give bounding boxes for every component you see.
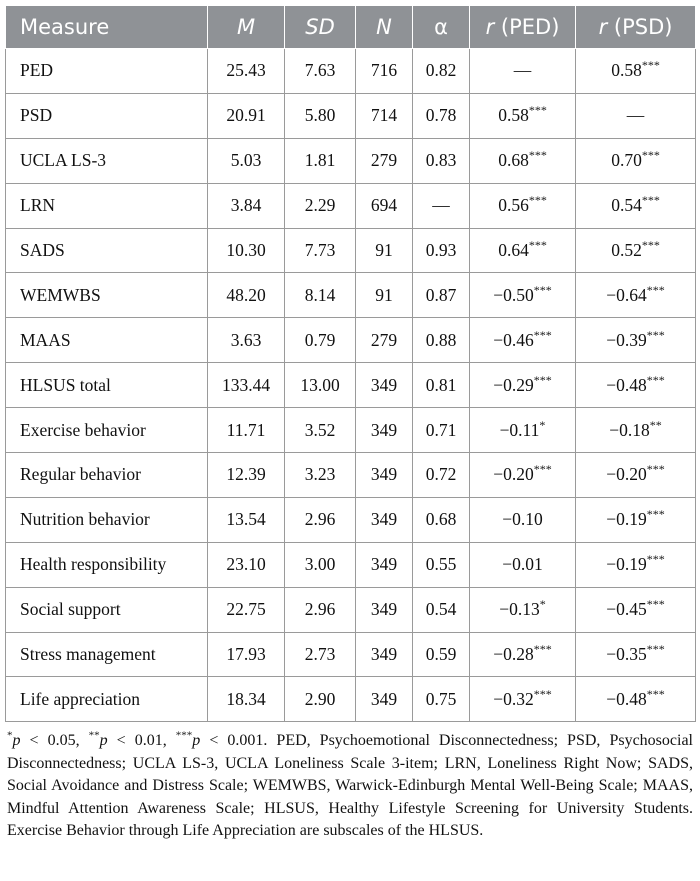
cell-r-psd-value: −0.45 [606, 599, 647, 620]
cell-mean: 48.20 [208, 273, 285, 318]
cell-n: 349 [356, 632, 413, 677]
cell-r-ped-value: −0.50 [493, 284, 534, 305]
cell-mean: 25.43 [208, 49, 285, 94]
cell-alpha: 0.88 [413, 318, 470, 363]
cell-measure: Exercise behavior [6, 408, 208, 453]
cell-mean: 133.44 [208, 363, 285, 408]
cell-r-psd [576, 497, 696, 542]
cell-sd: 8.14 [285, 273, 356, 318]
header-n [356, 6, 413, 49]
significance-marker: *** [533, 462, 552, 477]
cell-r-psd [576, 453, 696, 498]
cell-mean: 11.71 [208, 408, 285, 453]
cell-r-ped [470, 587, 576, 632]
significance-marker: *** [646, 687, 665, 702]
table-row [6, 49, 696, 94]
cell-r-psd-value: 0.54 [611, 195, 642, 216]
header-r-psd-r: r [598, 15, 608, 39]
footnote-threshold-2: < 0.01, [107, 732, 176, 750]
cell-measure: HLSUS total [6, 363, 208, 408]
table-row [6, 542, 696, 587]
cell-r-psd [576, 138, 696, 183]
cell-r-psd-value: −0.64 [606, 284, 647, 305]
cell-r-psd [576, 228, 696, 273]
significance-marker: *** [533, 372, 552, 387]
cell-n: 349 [356, 677, 413, 722]
table-container [5, 5, 695, 843]
header-r-psd [576, 6, 696, 49]
cell-sd: 2.96 [285, 587, 356, 632]
header-sd-label: SD [305, 15, 335, 39]
cell-sd: 3.52 [285, 408, 356, 453]
significance-marker: *** [641, 238, 660, 253]
cell-r-psd-value: −0.19 [606, 554, 647, 575]
cell-measure: MAAS [6, 318, 208, 363]
table-header [6, 6, 696, 49]
cell-mean: 3.84 [208, 183, 285, 228]
significance-marker: *** [646, 283, 665, 298]
cell-r-ped [470, 93, 576, 138]
cell-mean: 17.93 [208, 632, 285, 677]
cell-alpha: 0.93 [413, 228, 470, 273]
cell-alpha: 0.82 [413, 49, 470, 94]
cell-r-ped-value: −0.28 [493, 644, 534, 665]
significance-marker: *** [646, 327, 665, 342]
table-row [6, 318, 696, 363]
cell-n: 714 [356, 93, 413, 138]
cell-n: 279 [356, 318, 413, 363]
cell-r-ped-value: 0.64 [498, 240, 529, 260]
cell-sd: 7.63 [285, 49, 356, 94]
cell-r-ped-value: −0.13 [499, 599, 540, 620]
table-row [6, 632, 696, 677]
cell-n: 91 [356, 228, 413, 273]
cell-sd: 2.29 [285, 183, 356, 228]
cell-n: 91 [356, 273, 413, 318]
table-row [6, 497, 696, 542]
cell-mean: 5.03 [208, 138, 285, 183]
cell-measure: Life appreciation [6, 677, 208, 722]
cell-mean: 22.75 [208, 587, 285, 632]
cell-mean: 20.91 [208, 93, 285, 138]
table-row [6, 677, 696, 722]
significance-marker: *** [646, 552, 665, 567]
table-footnote [7, 730, 693, 843]
footnote-threshold-1: < 0.05, [20, 732, 89, 750]
cell-r-psd-value: −0.35 [606, 644, 647, 665]
cell-r-ped-value: −0.01 [502, 554, 543, 575]
cell-n: 349 [356, 408, 413, 453]
cell-r-ped-value: −0.10 [502, 509, 543, 530]
table-row [6, 363, 696, 408]
table-row [6, 138, 696, 183]
cell-measure: Nutrition behavior [6, 497, 208, 542]
cell-r-ped-value: −0.32 [493, 688, 534, 709]
cell-r-ped-value: −0.29 [493, 374, 534, 395]
cell-n: 349 [356, 453, 413, 498]
cell-r-ped-value: −0.11 [499, 419, 540, 440]
cell-r-ped [470, 318, 576, 363]
table-row [6, 273, 696, 318]
table-body [6, 49, 696, 722]
significance-marker: *** [528, 148, 547, 163]
footnote-p-1: p [12, 732, 21, 750]
footnote-mark-3: *** [175, 730, 193, 743]
significance-marker: *** [528, 193, 547, 208]
cell-n: 279 [356, 138, 413, 183]
cell-n: 716 [356, 49, 413, 94]
cell-n: 349 [356, 497, 413, 542]
significance-marker: ** [649, 417, 662, 432]
footnote-p-2: p [99, 732, 108, 750]
cell-r-psd [576, 318, 696, 363]
cell-r-psd-value: −0.48 [606, 688, 647, 709]
cell-sd: 5.80 [285, 93, 356, 138]
cell-measure: Regular behavior [6, 453, 208, 498]
cell-alpha: 0.55 [413, 542, 470, 587]
cell-r-psd [576, 408, 696, 453]
footnote-mark-2: ** [88, 730, 100, 743]
cell-measure: UCLA LS-3 [6, 138, 208, 183]
header-n-label: N [376, 15, 392, 39]
cell-alpha: 0.68 [413, 497, 470, 542]
table-row [6, 183, 696, 228]
table-row [6, 408, 696, 453]
significance-marker: *** [641, 193, 660, 208]
cell-sd: 1.81 [285, 138, 356, 183]
significance-marker: *** [646, 642, 665, 657]
cell-sd: 2.90 [285, 677, 356, 722]
cell-alpha: 0.59 [413, 632, 470, 677]
cell-r-ped [470, 138, 576, 183]
cell-alpha: 0.54 [413, 587, 470, 632]
cell-measure: SADS [6, 228, 208, 273]
significance-marker: *** [641, 148, 660, 163]
cell-sd: 3.00 [285, 542, 356, 587]
cell-r-psd-value: −0.39 [606, 329, 647, 350]
cell-r-psd [576, 93, 696, 138]
cell-r-psd-value: −0.48 [606, 374, 647, 395]
significance-marker: *** [533, 327, 552, 342]
cell-r-ped [470, 363, 576, 408]
cell-measure: PSD [6, 93, 208, 138]
cell-measure: LRN [6, 183, 208, 228]
cell-sd: 0.79 [285, 318, 356, 363]
significance-marker: *** [641, 58, 660, 73]
cell-alpha: 0.83 [413, 138, 470, 183]
cell-n: 349 [356, 363, 413, 408]
table-row [6, 228, 696, 273]
cell-r-ped-value: −0.20 [493, 464, 534, 485]
cell-r-ped [470, 183, 576, 228]
cell-n: 349 [356, 587, 413, 632]
cell-measure: Stress management [6, 632, 208, 677]
footnote-text: < 0.001. PED, Psychoemotional Disconnectedness; PSD, Psychosocial Disconnectedness; UCLA LS-3, UCLA Loneliness Scale 3-item; LRN, Loneliness Right Now; SADS, Social Avoidance and Distress Scale; WEMWBS, Warwick-Edinburgh Mental Well-Being Scale; MAAS, Mindful Attention Awareness Scale; HLSUS, Healthy Lifestyle Screening for University Students. Exercise Behavior through Life Appreciation are subscales of the HLSUS. [7, 732, 693, 840]
cell-r-psd [576, 363, 696, 408]
table-row [6, 93, 696, 138]
cell-mean: 23.10 [208, 542, 285, 587]
cell-mean: 18.34 [208, 677, 285, 722]
cell-alpha: 0.87 [413, 273, 470, 318]
cell-measure: Social support [6, 587, 208, 632]
cell-sd: 2.96 [285, 497, 356, 542]
cell-mean: 10.30 [208, 228, 285, 273]
table-row [6, 453, 696, 498]
cell-r-ped-value: 0.58 [498, 105, 529, 126]
header-alpha: α [413, 6, 470, 49]
footnote-p-3: p [192, 732, 201, 750]
header-sd [285, 6, 356, 49]
header-r-psd-label: (PSD) [607, 15, 673, 39]
cell-r-psd [576, 542, 696, 587]
cell-alpha: 0.72 [413, 453, 470, 498]
cell-r-psd [576, 183, 696, 228]
header-r-ped-label: (PED) [494, 15, 560, 39]
significance-marker: *** [646, 507, 665, 522]
cell-measure: WEMWBS [6, 273, 208, 318]
descriptives-table [5, 5, 696, 722]
header-mean-label: M [236, 15, 256, 39]
cell-r-ped [470, 273, 576, 318]
cell-measure: Health responsibility [6, 542, 208, 587]
cell-r-psd-value: 0.58 [611, 60, 642, 81]
cell-r-psd [576, 632, 696, 677]
significance-marker: *** [646, 597, 665, 612]
cell-mean: 13.54 [208, 497, 285, 542]
header-r-ped-r: r [485, 15, 495, 39]
cell-sd: 13.00 [285, 363, 356, 408]
significance-marker: *** [646, 462, 665, 477]
cell-r-psd-value: — [626, 105, 645, 126]
significance-marker: *** [528, 238, 547, 253]
cell-r-psd [576, 587, 696, 632]
cell-sd: 2.73 [285, 632, 356, 677]
cell-r-psd-value: 0.52 [611, 240, 642, 260]
cell-sd: 7.73 [285, 228, 356, 273]
cell-r-ped-value: — [513, 60, 532, 81]
cell-r-psd [576, 273, 696, 318]
cell-r-ped [470, 228, 576, 273]
cell-alpha: — [413, 183, 470, 228]
cell-r-ped-value: 0.68 [498, 150, 529, 171]
cell-n: 349 [356, 542, 413, 587]
cell-alpha: 0.78 [413, 93, 470, 138]
header-measure: Measure [6, 6, 208, 49]
cell-r-ped-value: 0.56 [498, 195, 529, 216]
cell-r-ped [470, 453, 576, 498]
cell-mean: 12.39 [208, 453, 285, 498]
header-r-ped [470, 6, 576, 49]
cell-r-psd-value: −0.19 [606, 509, 647, 530]
cell-mean: 3.63 [208, 318, 285, 363]
significance-marker: *** [528, 103, 547, 118]
table-row [6, 587, 696, 632]
cell-r-ped [470, 542, 576, 587]
cell-r-psd [576, 677, 696, 722]
cell-r-ped [470, 677, 576, 722]
significance-marker: * [539, 417, 546, 432]
cell-measure: PED [6, 49, 208, 94]
cell-r-ped-value: −0.46 [493, 329, 534, 350]
cell-r-psd [576, 49, 696, 94]
cell-r-psd-value: −0.18 [609, 419, 650, 440]
cell-n: 694 [356, 183, 413, 228]
cell-r-ped [470, 49, 576, 94]
cell-alpha: 0.75 [413, 677, 470, 722]
cell-alpha: 0.81 [413, 363, 470, 408]
significance-marker: * [539, 597, 546, 612]
significance-marker: *** [533, 687, 552, 702]
significance-marker: *** [533, 642, 552, 657]
significance-marker: *** [533, 283, 552, 298]
significance-marker: *** [646, 372, 665, 387]
cell-r-psd-value: 0.70 [611, 150, 642, 171]
cell-alpha: 0.71 [413, 408, 470, 453]
footnote-mark-1: * [7, 730, 13, 743]
cell-r-ped [470, 632, 576, 677]
cell-r-ped [470, 497, 576, 542]
cell-r-psd-value: −0.20 [606, 464, 647, 485]
cell-sd: 3.23 [285, 453, 356, 498]
header-mean [208, 6, 285, 49]
cell-r-ped [470, 408, 576, 453]
header-row [6, 6, 696, 49]
